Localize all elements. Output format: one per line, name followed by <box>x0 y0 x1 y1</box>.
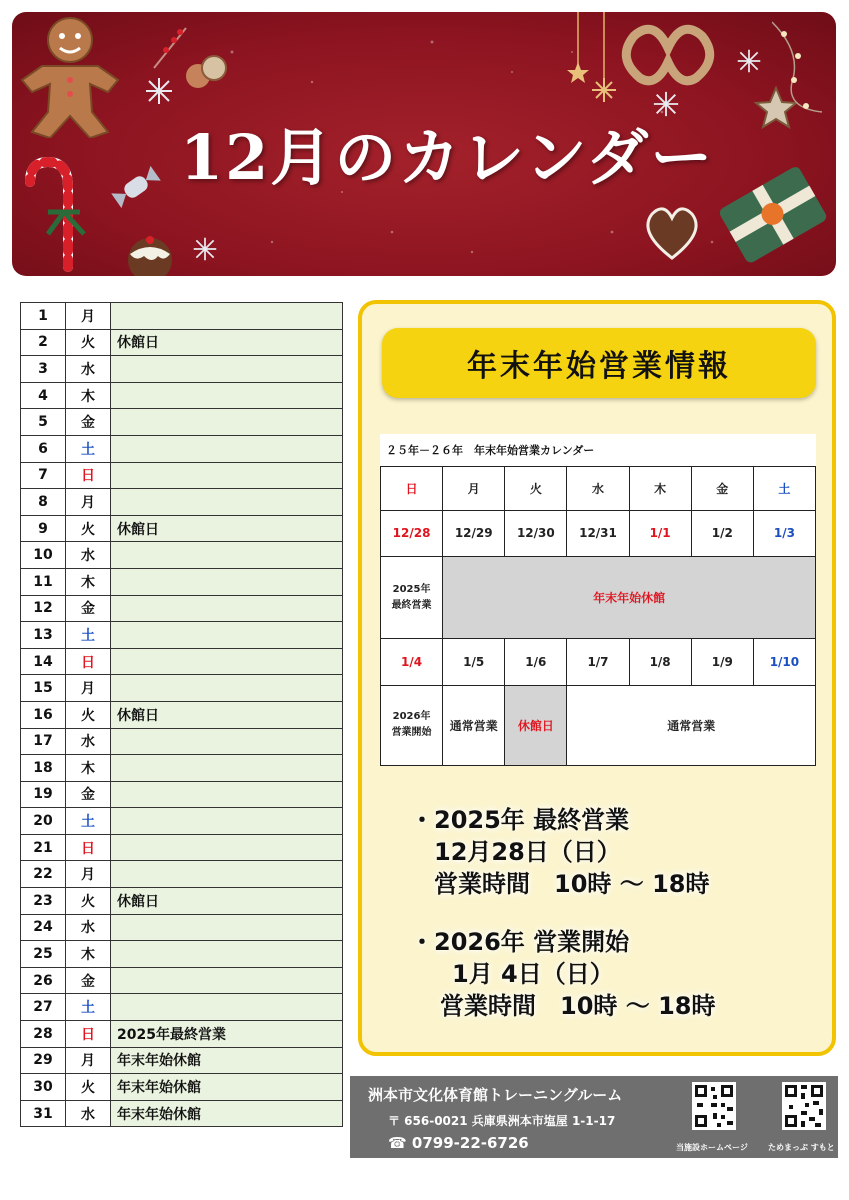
open-cell: 通常営業 <box>567 685 816 765</box>
calendar-day: 10 <box>21 542 66 569</box>
calendar-day: 26 <box>21 967 66 994</box>
calendar-weekday: 水 <box>66 728 111 755</box>
calendar-note: 年末年始休館 <box>111 1047 343 1074</box>
calendar-row <box>21 834 343 861</box>
snowflake-icon <box>192 236 218 262</box>
calendar-row <box>21 515 343 542</box>
calendar-note <box>111 568 343 595</box>
calendar-row <box>21 542 343 569</box>
calendar-row <box>21 781 343 808</box>
date-cell: 1/8 <box>629 639 691 686</box>
calendar-weekday: 水 <box>66 914 111 941</box>
calendar-day: 31 <box>21 1100 66 1127</box>
calendar-note <box>111 967 343 994</box>
calendar-row <box>21 1021 343 1048</box>
calendar-weekday: 月 <box>66 675 111 702</box>
calendar-note <box>111 382 343 409</box>
calendar-note: 休館日 <box>111 701 343 728</box>
calendar-day: 17 <box>21 728 66 755</box>
calendar-row <box>21 675 343 702</box>
calendar-weekday: 土 <box>66 435 111 462</box>
calendar-weekday: 金 <box>66 595 111 622</box>
calendar-weekday: 日 <box>66 462 111 489</box>
row-label-line: 営業開始 <box>391 727 432 739</box>
facility-name: 洲本市文化体育館トレーニングルーム <box>368 1086 623 1104</box>
calendar-day: 6 <box>21 435 66 462</box>
page-title: 12月のカレンダー <box>180 121 715 194</box>
calendar-note <box>111 808 343 835</box>
opening-row <box>381 685 816 765</box>
calendar-weekday: 土 <box>66 994 111 1021</box>
calendar-note <box>111 542 343 569</box>
calendar-weekday: 月 <box>66 861 111 888</box>
calendar-day: 3 <box>21 356 66 383</box>
gingerbread-man-icon <box>12 12 122 138</box>
weekday-header-row <box>381 467 816 511</box>
weekday-cell: 火 <box>505 467 567 511</box>
christmas-pudding-icon <box>120 226 180 276</box>
calendar-row <box>21 435 343 462</box>
calendar-note <box>111 622 343 649</box>
string-lights-icon <box>772 12 836 122</box>
row-label-line: 2025年 <box>392 583 431 595</box>
date-cell: 1/3 <box>753 510 815 557</box>
calendar-weekday: 水 <box>66 542 111 569</box>
week2-dates-row <box>381 639 816 686</box>
facility-address: 〒 656-0021 兵庫県洲本市塩屋 1-1-17 <box>388 1114 616 1128</box>
info-line: 営業時間 10時 ～ 18時 <box>440 992 716 1020</box>
schedule-title: ２５年－２６年 年末年始営業カレンダー <box>386 444 595 457</box>
calendar-day: 23 <box>21 888 66 915</box>
calendar-weekday: 日 <box>66 648 111 675</box>
calendar-note <box>111 781 343 808</box>
date-cell: 1/1 <box>629 510 691 557</box>
calendar-row <box>21 967 343 994</box>
calendar-weekday: 金 <box>66 781 111 808</box>
date-cell: 12/29 <box>443 510 505 557</box>
calendar-note <box>111 435 343 462</box>
calendar-day: 30 <box>21 1074 66 1101</box>
weekday-cell: 月 <box>443 467 505 511</box>
calendar-note <box>111 303 343 330</box>
week1-dates-row <box>381 510 816 557</box>
schedule-grid <box>380 466 816 766</box>
calendar-note <box>111 675 343 702</box>
calendar-row <box>21 329 343 356</box>
calendar-day: 19 <box>21 781 66 808</box>
calendar-weekday: 水 <box>66 1100 111 1127</box>
calendar-row <box>21 861 343 888</box>
calendar-note: 休館日 <box>111 888 343 915</box>
calendar-day: 12 <box>21 595 66 622</box>
row-label <box>381 685 443 765</box>
final-business-row <box>381 557 816 639</box>
calendar-note <box>111 648 343 675</box>
calendar-row <box>21 489 343 516</box>
calendar-weekday: 月 <box>66 489 111 516</box>
calendar-row <box>21 994 343 1021</box>
calendar-row <box>21 1047 343 1074</box>
calendar-day: 27 <box>21 994 66 1021</box>
closed-cell: 休館日 <box>505 685 567 765</box>
calendar-row <box>21 1074 343 1101</box>
calendar-day: 24 <box>21 914 66 941</box>
qr-label: 当施設ホームページ <box>676 1143 748 1152</box>
homepage-qr-code[interactable] <box>692 1082 736 1130</box>
calendar-row <box>21 755 343 782</box>
calendar-row <box>21 728 343 755</box>
calendar-day: 1 <box>21 303 66 330</box>
info-line: 1月 4日（日） <box>452 960 614 988</box>
calendar-weekday: 火 <box>66 329 111 356</box>
calendar-row <box>21 382 343 409</box>
info-line: ・2025年 最終営業 <box>410 806 630 834</box>
calendar-day: 2 <box>21 329 66 356</box>
opening-info <box>410 926 716 1022</box>
calendar-weekday: 火 <box>66 1074 111 1101</box>
holiday-info-panel <box>358 300 836 1056</box>
candy-cane-icon <box>18 152 98 272</box>
weekday-cell: 水 <box>567 467 629 511</box>
date-cell: 12/28 <box>381 510 443 557</box>
qr-code-icon <box>782 1082 826 1130</box>
weekday-cell: 木 <box>629 467 691 511</box>
date-cell: 1/7 <box>567 639 629 686</box>
calendar-note: 年末年始休館 <box>111 1100 343 1127</box>
calendar-day: 21 <box>21 834 66 861</box>
calendar-day: 29 <box>21 1047 66 1074</box>
open-cell: 通常営業 <box>443 685 505 765</box>
calendar-row <box>21 568 343 595</box>
calendar-note <box>111 728 343 755</box>
calendar-row <box>21 356 343 383</box>
calendar-weekday: 土 <box>66 622 111 649</box>
row-label-line: 2026年 <box>392 711 431 723</box>
info-line: 12月28日（日） <box>434 838 621 866</box>
star-ornament-icon <box>564 12 624 112</box>
calendar-weekday: 火 <box>66 888 111 915</box>
info-line: 営業時間 10時 ～ 18時 <box>434 870 710 898</box>
calendar-weekday: 火 <box>66 701 111 728</box>
date-cell: 1/5 <box>443 639 505 686</box>
date-cell: 1/4 <box>381 639 443 686</box>
calendar-weekday: 月 <box>66 303 111 330</box>
holly-berry-icon <box>150 22 190 72</box>
gift-box-icon <box>712 150 832 276</box>
calendar-weekday: 水 <box>66 356 111 383</box>
calendar-note <box>111 462 343 489</box>
row-label <box>381 557 443 639</box>
calendar-day: 25 <box>21 941 66 968</box>
weekday-cell: 日 <box>381 467 443 511</box>
calendar-weekday: 日 <box>66 1021 111 1048</box>
calendar-note: 年末年始休館 <box>111 1074 343 1101</box>
weekday-cell: 土 <box>753 467 815 511</box>
snowflake-icon <box>144 76 174 106</box>
calendar-weekday: 木 <box>66 941 111 968</box>
tamemap-qr-code[interactable] <box>782 1082 826 1130</box>
calendar-note <box>111 409 343 436</box>
calendar-row <box>21 888 343 915</box>
calendar-row <box>21 303 343 330</box>
date-cell: 1/10 <box>753 639 815 686</box>
calendar-weekday: 金 <box>66 967 111 994</box>
calendar-note <box>111 994 343 1021</box>
cookie-icon <box>184 52 230 92</box>
calendar-day: 7 <box>21 462 66 489</box>
calendar-day: 5 <box>21 409 66 436</box>
calendar-weekday: 金 <box>66 409 111 436</box>
calendar-note: 休館日 <box>111 329 343 356</box>
calendar-day: 14 <box>21 648 66 675</box>
header-banner <box>12 12 836 276</box>
calendar-note <box>111 489 343 516</box>
heart-cookie-icon <box>644 202 700 262</box>
facility-footer <box>350 1076 838 1158</box>
calendar-day: 28 <box>21 1021 66 1048</box>
calendar-row <box>21 914 343 941</box>
december-calendar <box>20 302 343 1127</box>
calendar-row <box>21 701 343 728</box>
calendar-weekday: 木 <box>66 568 111 595</box>
calendar-day: 16 <box>21 701 66 728</box>
calendar-day: 22 <box>21 861 66 888</box>
calendar-day: 13 <box>21 622 66 649</box>
panel-title: 年末年始営業情報 <box>382 328 816 398</box>
snowflake-icon <box>736 48 762 74</box>
calendar-day: 18 <box>21 755 66 782</box>
calendar-row <box>21 941 343 968</box>
date-cell: 1/2 <box>691 510 753 557</box>
calendar-note: 2025年最終営業 <box>111 1021 343 1048</box>
calendar-weekday: 土 <box>66 808 111 835</box>
calendar-weekday: 月 <box>66 1047 111 1074</box>
calendar-day: 4 <box>21 382 66 409</box>
pretzel-icon <box>620 18 716 92</box>
calendar-note <box>111 356 343 383</box>
facility-phone: ☎ 0799-22-6726 <box>388 1134 529 1152</box>
calendar-row <box>21 1100 343 1127</box>
calendar-day: 20 <box>21 808 66 835</box>
calendar-weekday: 日 <box>66 834 111 861</box>
calendar-row <box>21 622 343 649</box>
calendar-row <box>21 409 343 436</box>
calendar-day: 9 <box>21 515 66 542</box>
last-business-info <box>410 804 710 900</box>
calendar-row <box>21 595 343 622</box>
date-cell: 1/6 <box>505 639 567 686</box>
date-cell: 12/30 <box>505 510 567 557</box>
calendar-row <box>21 462 343 489</box>
row-label-line: 最終営業 <box>391 599 432 611</box>
calendar-day: 15 <box>21 675 66 702</box>
candy-icon <box>108 162 164 212</box>
holiday-schedule <box>380 434 816 766</box>
calendar-note <box>111 861 343 888</box>
calendar-note: 休館日 <box>111 515 343 542</box>
calendar-row <box>21 808 343 835</box>
date-cell: 1/9 <box>691 639 753 686</box>
calendar-note <box>111 834 343 861</box>
calendar-note <box>111 914 343 941</box>
calendar-day: 11 <box>21 568 66 595</box>
qr-code-icon <box>692 1082 736 1130</box>
calendar-note <box>111 755 343 782</box>
calendar-row <box>21 648 343 675</box>
weekday-cell: 金 <box>691 467 753 511</box>
calendar-weekday: 木 <box>66 755 111 782</box>
calendar-note <box>111 941 343 968</box>
qr-label: ためまっぷ すもと <box>768 1143 835 1152</box>
calendar-day: 8 <box>21 489 66 516</box>
closed-cell: 年末年始休館 <box>443 557 816 639</box>
date-cell: 12/31 <box>567 510 629 557</box>
info-line: ・2026年 営業開始 <box>410 928 630 956</box>
calendar-note <box>111 595 343 622</box>
calendar-weekday: 木 <box>66 382 111 409</box>
calendar-weekday: 火 <box>66 515 111 542</box>
